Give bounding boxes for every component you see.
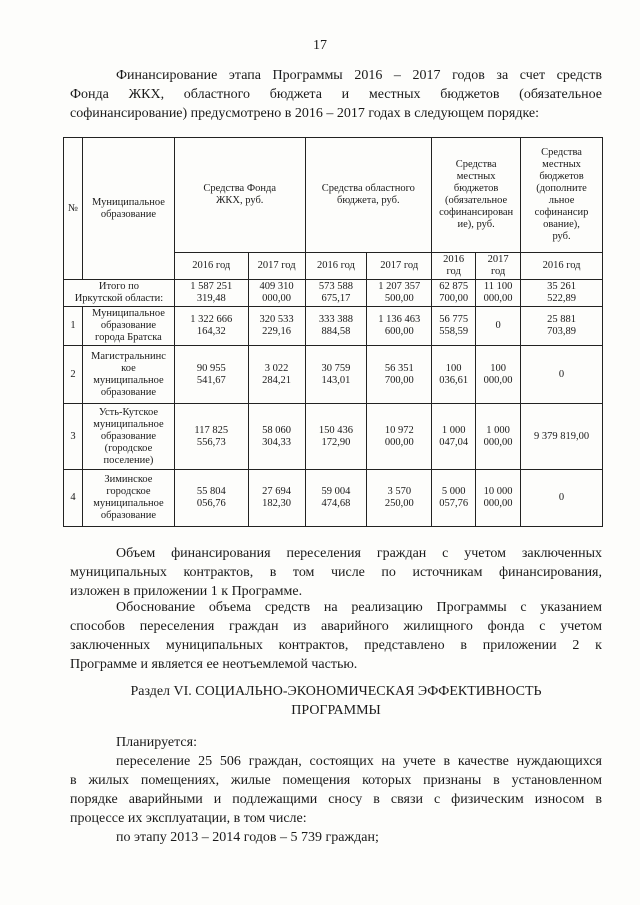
municipality-name: Усть-Кутское муниципальное образование (городское поселение) <box>82 404 174 470</box>
table-cell: 117 825 556,73 <box>174 404 248 470</box>
year-cell: 2017 год <box>367 253 432 280</box>
table-cell: 1 207 357 500,00 <box>367 280 432 307</box>
intro-paragraph <box>70 66 602 123</box>
municipality-name: Зиминское городское муниципальное образование <box>82 470 174 527</box>
table-cell: 1 587 251 319,48 <box>174 280 248 307</box>
year-cell: 2016 год <box>305 253 367 280</box>
table-cell: 62 875 700,00 <box>432 280 476 307</box>
header-num: № <box>64 138 83 280</box>
table-cell: 1 136 463 600,00 <box>367 307 432 346</box>
table-cell: 55 804 056,76 <box>174 470 248 527</box>
table-cell: 1 322 666 164,32 <box>174 307 248 346</box>
header-local-mandatory: Средства местных бюджетов (обязательное софинансирован ие), руб. <box>432 138 521 253</box>
table-row <box>64 404 603 470</box>
text-line: Программе и является ее неотъемлемой частью. <box>70 657 358 672</box>
year-cell: 2017 год <box>476 253 521 280</box>
text-line: Обоснование объема средств на реализацию Программы с указанием <box>116 600 602 615</box>
table-cell: 25 881 703,89 <box>521 307 603 346</box>
text-line: Объем финансирования переселения граждан с учетом заключенных <box>116 546 602 561</box>
table-cell: 320 533 229,16 <box>248 307 305 346</box>
year-cell: 2016 год <box>174 253 248 280</box>
table-cell: 150 436 172,90 <box>305 404 367 470</box>
text-line: в жилых помещениях, жилые помещения которых признаны в установленном <box>70 773 602 788</box>
table-row <box>64 346 603 404</box>
table-cell: 27 694 182,30 <box>248 470 305 527</box>
table-cell: 0 <box>521 346 603 404</box>
total-label: Итого по Иркутской области: <box>64 280 175 307</box>
municipality-name: Магистральнинс кое муниципальное образование <box>82 346 174 404</box>
section-title-line: Раздел VI. СОЦИАЛЬНО-ЭКОНОМИЧЕСКАЯ ЭФФЕКТИВНОСТЬ <box>130 684 542 699</box>
page-number: 17 <box>313 38 327 53</box>
text-line: переселение 25 506 граждан, состоящих на учете в качестве нуждающихся <box>116 754 602 769</box>
table-cell: 30 759 143,01 <box>305 346 367 404</box>
text-line: порядке аварийными и подлежащими сносу в связи с физическим износом в <box>70 792 602 807</box>
text-line: изложен в приложении 1 к Программе. <box>70 584 303 599</box>
header-municipality: Муниципальное образование <box>82 138 174 280</box>
section-title <box>70 682 602 720</box>
header-fund: Средства Фонда ЖКХ, руб. <box>174 138 305 253</box>
table-cell: 10 000 000,00 <box>476 470 521 527</box>
header-oblast: Средства областного бюджета, руб. <box>305 138 432 253</box>
paragraph-financing-volume <box>70 544 602 601</box>
table-cell: 9 379 819,00 <box>521 404 603 470</box>
section-title-line: ПРОГРАММЫ <box>291 703 381 718</box>
table-cell: 35 261 522,89 <box>521 280 603 307</box>
financing-table <box>63 137 603 527</box>
table-cell: 1 000 047,04 <box>432 404 476 470</box>
table-cell: 100 000,00 <box>476 346 521 404</box>
text-line: софинансирование) предусмотрено в 2016 – 2017 годах в следующем порядке: <box>70 106 540 121</box>
table-cell: 100 036,61 <box>432 346 476 404</box>
row-number: 4 <box>64 470 83 527</box>
table-cell: 90 955 541,67 <box>174 346 248 404</box>
table-header-row <box>64 138 603 253</box>
year-cell: 2016 год <box>521 253 603 280</box>
table-cell: 573 588 675,17 <box>305 280 367 307</box>
row-number: 2 <box>64 346 83 404</box>
year-cell: 2017 год <box>248 253 305 280</box>
table-cell: 333 388 884,58 <box>305 307 367 346</box>
text-line: по этапу 2013 – 2014 годов – 5 739 граждан; <box>116 830 379 845</box>
table-cell: 56 351 700,00 <box>367 346 432 404</box>
table-cell: 3 022 284,21 <box>248 346 305 404</box>
row-number: 3 <box>64 404 83 470</box>
table-cell: 11 100 000,00 <box>476 280 521 307</box>
header-local-additional: Средства местных бюджетов (дополните льное софинансир ование), руб. <box>521 138 603 253</box>
table-cell: 1 000 000,00 <box>476 404 521 470</box>
text-line: Фонда ЖКХ, областного бюджета и местных бюджетов (обязательное <box>70 87 602 102</box>
text-line: заключенных муниципальных контрактов, представлено в приложении 2 к <box>70 638 602 653</box>
paragraph-planned <box>70 733 602 847</box>
text-line: способов переселения граждан из аварийного жилищного фонда с учетом <box>70 619 602 634</box>
municipality-name: Муниципальное образование города Братска <box>82 307 174 346</box>
table-cell: 10 972 000,00 <box>367 404 432 470</box>
year-cell: 2016 год <box>432 253 476 280</box>
text-line: процессе их эксплуатации, в том числе: <box>70 811 307 826</box>
paragraph-justification <box>70 598 602 674</box>
table-cell: 59 004 474,68 <box>305 470 367 527</box>
table-cell: 409 310 000,00 <box>248 280 305 307</box>
text-line: муниципальных контрактов, в том числе по источникам финансирования, <box>70 565 602 580</box>
table-row <box>64 470 603 527</box>
text-line: Планируется: <box>116 735 197 750</box>
text-line: Финансирование этапа Программы 2016 – 2017 годов за счет средств <box>116 68 602 83</box>
table-cell: 56 775 558,59 <box>432 307 476 346</box>
table-cell: 0 <box>521 470 603 527</box>
table-row <box>64 307 603 346</box>
table-cell: 5 000 057,76 <box>432 470 476 527</box>
table-cell: 58 060 304,33 <box>248 404 305 470</box>
table-total-row <box>64 280 603 307</box>
table-cell: 0 <box>476 307 521 346</box>
row-number: 1 <box>64 307 83 346</box>
table-cell: 3 570 250,00 <box>367 470 432 527</box>
